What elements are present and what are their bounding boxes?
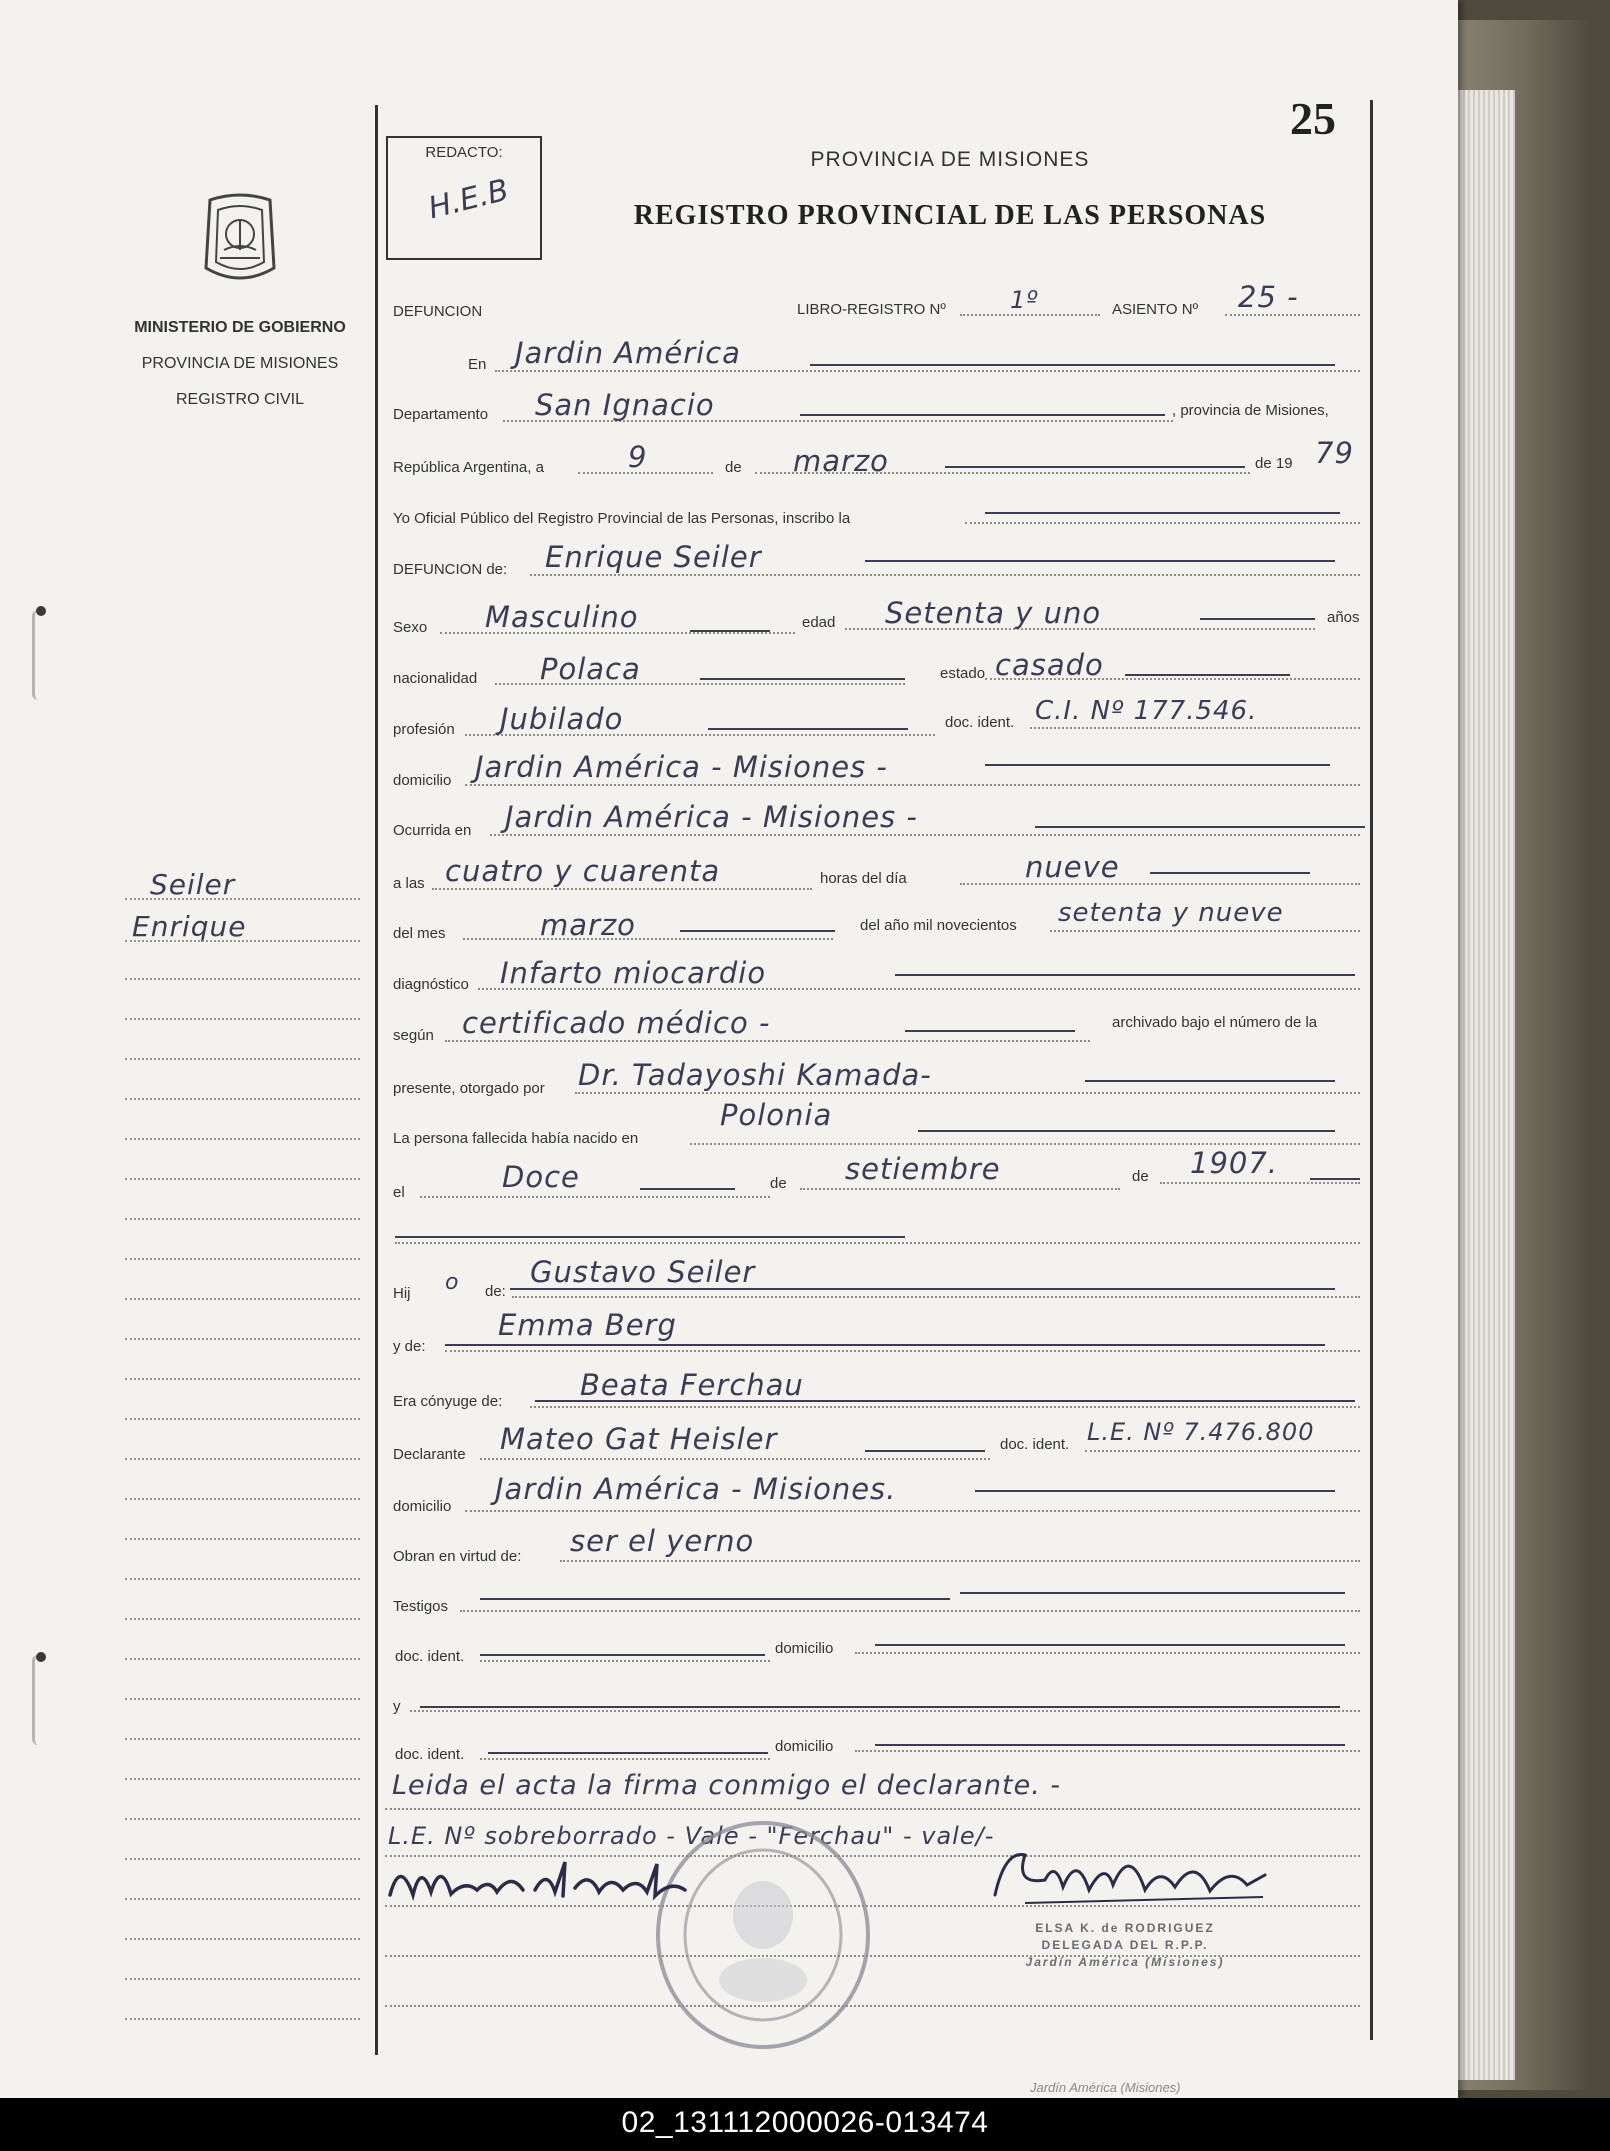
- t2-doc-label: doc. ident.: [395, 1746, 465, 1763]
- ministry-province: PROVINCIA DE MISIONES: [141, 355, 339, 372]
- segun-value: certificado médico -: [462, 1006, 771, 1040]
- delmes-value: marzo: [540, 908, 636, 942]
- margin-rule: [125, 940, 360, 942]
- presente-value: Dr. Tadayoshi Kamada-: [578, 1058, 932, 1092]
- margin-rule: [125, 2018, 360, 2020]
- binding-stitch: [32, 610, 45, 700]
- fill-line: [395, 1236, 905, 1238]
- decl-dom-label: domicilio: [393, 1498, 452, 1515]
- binding-hole: [36, 1652, 46, 1662]
- conyuge-rule: [530, 1406, 1360, 1408]
- t-doc-label: doc. ident.: [395, 1648, 465, 1665]
- doc-ident-rule: [1030, 727, 1360, 729]
- t2-doc-rule: [480, 1758, 770, 1760]
- doc-ident-label: doc. ident.: [945, 714, 1015, 731]
- margin-rule: [125, 1498, 360, 1500]
- alas-value: cuatro y cuarenta: [445, 854, 721, 888]
- redacto-initials: H.E.B: [424, 172, 513, 227]
- fill-line: [535, 1400, 1355, 1402]
- margin-rule: [125, 1418, 360, 1420]
- fill-line: [865, 560, 1335, 562]
- nacionalidad-value: Polaca: [540, 652, 641, 686]
- fill-line: [865, 1450, 985, 1452]
- padre-value: Gustavo Seiler: [530, 1255, 756, 1289]
- fill-line: [800, 414, 1165, 416]
- binding-hole: [36, 606, 46, 616]
- anos-label: años: [1327, 609, 1360, 626]
- conyuge-value: Beata Ferchau: [580, 1368, 804, 1402]
- t-dom-rule: [855, 1652, 1360, 1654]
- obran-label: Obran en virtud de:: [393, 1548, 522, 1565]
- fill-line: [1150, 872, 1310, 874]
- estado-value: casado: [995, 648, 1104, 682]
- declarante-value: Mateo Gat Heisler: [500, 1422, 778, 1456]
- domicilio-value: Jardin América - Misiones -: [475, 750, 888, 784]
- redacto-box: [386, 136, 542, 260]
- y-label: y: [393, 1698, 401, 1715]
- fill-line: [700, 678, 905, 680]
- margin-rule: [125, 1258, 360, 1260]
- declarant-signature: [385, 1850, 735, 1910]
- decl-dom-rule: [465, 1510, 1360, 1512]
- edad-label: edad: [802, 614, 836, 631]
- estado-label: estado: [940, 665, 986, 682]
- delanio-rule: [1050, 930, 1360, 932]
- delmes-label: del mes: [393, 925, 446, 942]
- archivado-label: archivado bajo el número de la: [1112, 1014, 1318, 1031]
- horas-label: horas del día: [820, 870, 907, 887]
- closing-line-1: Leida el acta la firma conmigo el declarante. -: [392, 1770, 1062, 1801]
- page-number: 25: [1290, 93, 1336, 144]
- decl-doc-rule: [1085, 1450, 1360, 1452]
- record-type-label: DEFUNCION: [393, 303, 483, 320]
- y-rule: [410, 1710, 1360, 1712]
- sexo-label: Sexo: [393, 619, 428, 636]
- margin-rule: [125, 1298, 360, 1300]
- republica-label: República Argentina, a: [393, 459, 544, 476]
- defuncion-de-rule: [530, 574, 1360, 576]
- margin-rule: [125, 1938, 360, 1940]
- margin-rule: [125, 1018, 360, 1020]
- domicilio-label: domicilio: [393, 772, 452, 789]
- asiento-rule: [1225, 314, 1360, 316]
- delanio-label: del año mil novecientos: [860, 917, 1017, 934]
- fill-line: [905, 1030, 1075, 1032]
- asiento-value: 25 -: [1238, 280, 1299, 314]
- margin-rule: [125, 1898, 360, 1900]
- fill-line: [875, 1644, 1345, 1646]
- delanio-value: setenta y nueve: [1058, 898, 1284, 928]
- delmes-rule: [463, 938, 833, 940]
- departamento-label: Departamento: [393, 406, 489, 423]
- nac-dia-rule: [420, 1196, 770, 1198]
- padre-rule: [512, 1296, 1360, 1298]
- ocurrida-value: Jardin América - Misiones -: [505, 800, 918, 834]
- nac-anio-rule: [1160, 1182, 1360, 1184]
- binding-stitch: [32, 1655, 45, 1745]
- segun-label: según: [393, 1027, 434, 1044]
- fill-line: [488, 1752, 768, 1754]
- fill-line: [895, 974, 1355, 976]
- margin-rule: [125, 1698, 360, 1700]
- margin-rule: [125, 898, 360, 900]
- fill-line: [945, 466, 1245, 468]
- margin-rule: [125, 1378, 360, 1380]
- t-dom-label: domicilio: [775, 1640, 834, 1657]
- de19-label: de 19: [1255, 455, 1293, 472]
- departamento-value: San Ignacio: [535, 388, 715, 422]
- blank-rule: [395, 1242, 1360, 1244]
- hij-suffix: o: [445, 1270, 460, 1295]
- fill-line: [510, 1288, 1335, 1290]
- t2-dom-label: domicilio: [775, 1738, 834, 1755]
- de-label: de: [725, 459, 742, 476]
- fill-line: [1200, 618, 1315, 620]
- margin-rule: [125, 1218, 360, 1220]
- hij-de-label: de:: [485, 1283, 506, 1300]
- right-form-border: [1370, 100, 1373, 2040]
- fill-line: [1310, 1178, 1360, 1180]
- nac-anio-value: 1907.: [1190, 1146, 1279, 1180]
- margin-rule: [125, 1858, 360, 1860]
- decl-dom-value: Jardin América - Misiones.: [495, 1472, 897, 1506]
- doc-ident-value: C.I. Nº 177.546.: [1035, 696, 1258, 726]
- ocurrida-label: Ocurrida en: [393, 822, 472, 839]
- margin-rule: [125, 1538, 360, 1540]
- mes-value: marzo: [793, 444, 889, 478]
- officer-name: ELSA K. de RODRIGUEZ: [1035, 1921, 1215, 1935]
- nacido-label: La persona fallecida había nacido en: [393, 1130, 639, 1147]
- fill-line: [708, 728, 908, 730]
- margin-rule: [125, 1658, 360, 1660]
- edad-value: Setenta y uno: [885, 596, 1102, 630]
- fill-line: [420, 1706, 1340, 1708]
- sexo-value: Masculino: [485, 600, 639, 634]
- fill-line: [985, 764, 1330, 766]
- margin-surname: Seiler: [150, 868, 236, 901]
- testigos-rule: [460, 1610, 1360, 1612]
- fill-line: [480, 1654, 765, 1656]
- nacionalidad-label: nacionalidad: [393, 670, 478, 687]
- officer-typed-block: [975, 1920, 1275, 1971]
- closing-rule: [385, 1808, 1360, 1810]
- obran-value: ser el yerno: [570, 1524, 755, 1558]
- t2-dom-rule: [855, 1750, 1360, 1752]
- officer-place: Jardín América (Misiones): [1025, 1955, 1225, 1969]
- dia-muerte-value: nueve: [1025, 850, 1120, 884]
- margin-rule: [125, 1738, 360, 1740]
- fill-line: [640, 1188, 735, 1190]
- libro-rule: [960, 314, 1100, 316]
- nacido-value: Polonia: [720, 1098, 833, 1132]
- t-doc-rule: [480, 1660, 770, 1662]
- en-label: En: [468, 356, 487, 373]
- horas-rule: [960, 883, 1360, 885]
- nac-de2-label: de: [1132, 1168, 1149, 1185]
- ministry-registry: REGISTRO CIVIL: [175, 391, 305, 408]
- presente-rule: [575, 1092, 1360, 1094]
- fill-line: [960, 1592, 1345, 1594]
- margin-rule: [125, 1978, 360, 1980]
- en-value: Jardin América: [515, 336, 741, 370]
- alas-rule: [432, 888, 812, 890]
- fill-line: [1125, 674, 1290, 676]
- libro-value: 1º: [1010, 286, 1039, 314]
- obran-rule: [560, 1560, 1360, 1562]
- dia-value: 9: [628, 440, 648, 474]
- page-stack-edge: [1455, 90, 1515, 2080]
- margin-rule: [125, 1098, 360, 1100]
- nac-de-label: de: [770, 1175, 787, 1192]
- provincial-coat-of-arms-icon: [190, 188, 290, 288]
- fill-line: [480, 1598, 950, 1600]
- nac-mes-rule: [800, 1188, 1120, 1190]
- en-rule: [495, 370, 1360, 372]
- margin-rule: [125, 1058, 360, 1060]
- provincia-label: , provincia de Misiones,: [1172, 402, 1329, 419]
- ocurrida-rule: [490, 834, 1360, 836]
- madre-rule: [445, 1350, 1360, 1352]
- presente-label: presente, otorgado por: [393, 1080, 545, 1097]
- faint-place-stamp: Jardín América (Misiones): [1030, 2080, 1181, 2095]
- margin-rule: [125, 1338, 360, 1340]
- libro-label: LIBRO-REGISTRO Nº: [797, 301, 946, 318]
- fill-line: [975, 1490, 1335, 1492]
- fill-line: [875, 1744, 1345, 1746]
- fill-line: [810, 364, 1335, 366]
- registry-title: REGISTRO PROVINCIAL DE LAS PERSONAS: [633, 200, 1267, 231]
- file-id-caption: 02_131112000026-013474: [621, 2106, 989, 2139]
- nac-dia-value: Doce: [502, 1160, 580, 1194]
- ministry-block: [110, 310, 370, 418]
- province-heading: PROVINCIA DE MISIONES: [810, 148, 1090, 171]
- madre-value: Emma Berg: [498, 1308, 677, 1342]
- margin-rule: [125, 1578, 360, 1580]
- profesion-value: Jubilado: [500, 702, 624, 736]
- asiento-label: ASIENTO Nº: [1112, 301, 1199, 318]
- margin-rule: [125, 1138, 360, 1140]
- margin-rule: [125, 978, 360, 980]
- segun-rule: [445, 1040, 1090, 1042]
- fill-line: [1085, 1080, 1335, 1082]
- closing-line-2: L.E. Nº sobreborrado - Vale - "Ferchau" - vale/-: [388, 1822, 995, 1850]
- decl-doc-value: L.E. Nº 7.476.800: [1087, 1418, 1315, 1446]
- margin-rule: [125, 1778, 360, 1780]
- profesion-label: profesión: [393, 721, 455, 738]
- left-form-border: [375, 105, 378, 2055]
- declarante-rule: [480, 1458, 990, 1460]
- fill-line: [680, 930, 835, 932]
- conyuge-label: Era cónyuge de:: [393, 1393, 503, 1410]
- yde-label: y de:: [393, 1338, 426, 1355]
- fill-line: [445, 1344, 1325, 1346]
- diagnostico-label: diagnóstico: [393, 976, 469, 993]
- fill-line: [918, 1130, 1335, 1132]
- ministry-name: MINISTERIO DE GOBIERNO: [134, 319, 346, 336]
- declarante-label: Declarante: [393, 1446, 466, 1463]
- margin-rule: [125, 1178, 360, 1180]
- margin-given-name: Enrique: [132, 910, 247, 943]
- hij-label: Hij: [393, 1285, 411, 1302]
- oficial-statement: Yo Oficial Público del Registro Provincial de las Personas, inscribo la: [393, 510, 851, 527]
- fill-line: [985, 512, 1340, 514]
- nacido-rule: [690, 1143, 1360, 1145]
- deceased-name: Enrique Seiler: [545, 540, 762, 574]
- officer-signature: [985, 1835, 1270, 1915]
- diagnostico-value: Infarto miocardio: [500, 956, 767, 990]
- margin-rule: [125, 1618, 360, 1620]
- redacto-label: REDACTO:: [425, 144, 503, 161]
- alas-label: a las: [393, 875, 425, 892]
- testigos-label: Testigos: [393, 1598, 449, 1615]
- fill-line: [1035, 826, 1365, 828]
- margin-rule: [125, 1818, 360, 1820]
- nac-mes-value: setiembre: [845, 1152, 1001, 1186]
- oficial-rule: [965, 522, 1360, 524]
- el-label: el: [393, 1184, 405, 1201]
- domicilio-rule: [465, 784, 1360, 786]
- fill-line: [690, 630, 770, 632]
- decl-doc-label: doc. ident.: [1000, 1436, 1070, 1453]
- anio-value: 79: [1315, 436, 1354, 470]
- officer-title: DELEGADA DEL R.P.P.: [1041, 1938, 1209, 1952]
- defuncion-de-label: DEFUNCION de:: [393, 561, 508, 578]
- margin-rule: [125, 1458, 360, 1460]
